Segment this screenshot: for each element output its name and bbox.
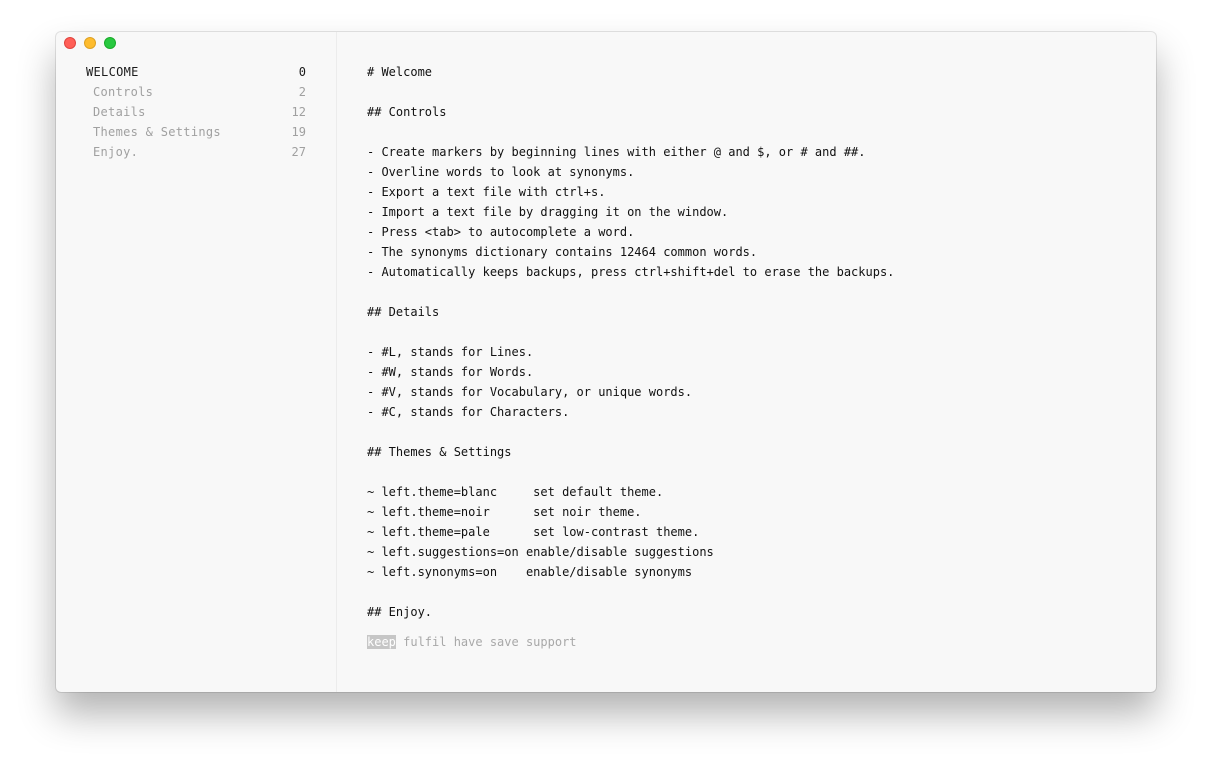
- editor-line: ~ left.theme=noir set noir theme.: [367, 505, 642, 519]
- selected-suggestion[interactable]: keep: [367, 635, 396, 649]
- editor-line: - Overline words to look at synonyms.: [367, 165, 635, 179]
- sidebar-item-details[interactable]: [86, 102, 306, 122]
- editor-line: ~ left.synonyms=on enable/disable synonyms: [367, 565, 693, 579]
- sidebar-item-welcome[interactable]: [86, 62, 306, 82]
- editor-line: - #C, stands for Characters.: [367, 405, 570, 419]
- editor-line: [367, 422, 894, 442]
- editor-line: - Create markers by beginning lines with either @ and $, or # and ##.: [367, 145, 866, 159]
- editor-line: ## Themes & Settings: [367, 445, 512, 459]
- editor-line: [367, 462, 894, 482]
- editor-line: ~ left.theme=pale set low-contrast theme.: [367, 525, 700, 539]
- editor-line: ## Details: [367, 305, 440, 319]
- sidebar-item-label: Details: [93, 105, 146, 119]
- sidebar-item-count: 2: [298, 85, 306, 99]
- app-window: [56, 32, 1156, 692]
- editor-line: - #V, stands for Vocabulary, or unique words.: [367, 385, 693, 399]
- editor-line: [367, 322, 894, 342]
- editor-line: ## Controls: [367, 105, 447, 119]
- sidebar-item-label: Themes & Settings: [93, 125, 221, 139]
- sidebar-item-count: 27: [291, 145, 306, 159]
- editor-line: - Automatically keeps backups, press ctrl+shift+del to erase the backups.: [367, 265, 895, 279]
- sidebar-item-count: 12: [291, 105, 306, 119]
- sidebar-item-label: Enjoy.: [93, 145, 139, 159]
- sidebar-item-enjoy[interactable]: [86, 142, 306, 162]
- editor-line: - The synonyms dictionary contains 12464 common words.: [367, 245, 758, 259]
- editor-line: [367, 282, 894, 302]
- editor-line: ~ left.suggestions=on enable/disable suggestions: [367, 545, 714, 559]
- sidebar-item-label: WELCOME: [86, 65, 139, 79]
- editor-line: ~ left.theme=blanc set default theme.: [367, 485, 664, 499]
- editor-line: [367, 122, 894, 142]
- sidebar-item-label: Controls: [93, 85, 154, 99]
- other-suggestions[interactable]: fulfil have save support: [395, 635, 577, 649]
- outline-sidebar: [56, 32, 337, 692]
- text-editor[interactable]: [367, 62, 894, 652]
- sidebar-item-count: 19: [291, 125, 306, 139]
- editor-line: [367, 82, 894, 102]
- editor-line: - Export a text file with ctrl+s.: [367, 185, 606, 199]
- editor-line: - Import a text file by dragging it on the window.: [367, 205, 729, 219]
- sidebar-item-themes-settings[interactable]: [86, 122, 306, 142]
- editor-line: [367, 582, 894, 602]
- sidebar-item-controls[interactable]: [86, 82, 306, 102]
- suggestion-bar: [367, 632, 894, 652]
- editor-line: - #L, stands for Lines.: [367, 345, 534, 359]
- editor-line: # Welcome: [367, 65, 433, 79]
- editor-line: - Press <tab> to autocomplete a word.: [367, 225, 635, 239]
- sidebar-item-count: 0: [298, 65, 306, 79]
- editor-line: ## Enjoy.: [367, 605, 433, 619]
- editor-line: - #W, stands for Words.: [367, 365, 534, 379]
